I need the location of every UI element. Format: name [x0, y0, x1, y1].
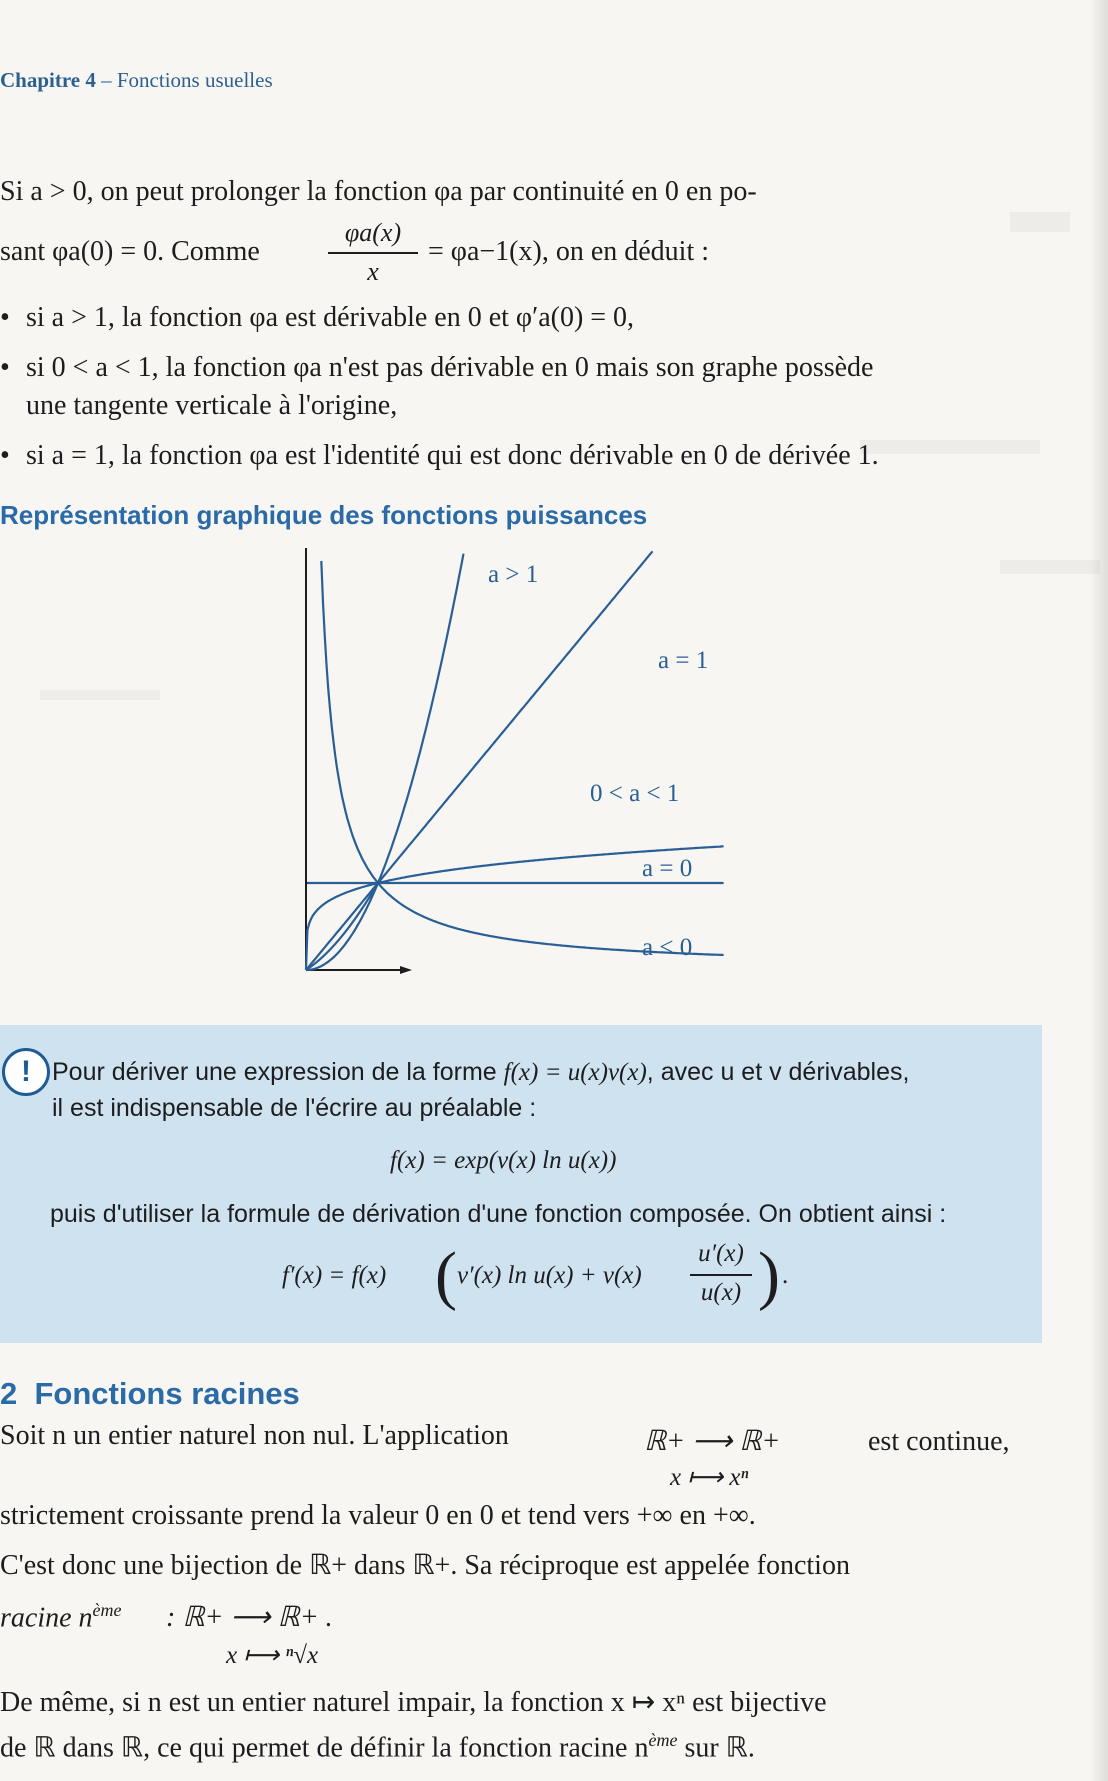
sec2-p1-end: est continue, [868, 1426, 1010, 1457]
paren-right: ) [758, 1239, 780, 1312]
curve-label: a = 1 [658, 647, 709, 674]
callout-line-3: puis d'utiliser la formule de dérivation d'une fonction composée. On obtient ainsi : [50, 1200, 947, 1228]
bullet-marker: • [0, 302, 10, 333]
curves-group [306, 551, 724, 970]
sec2-p3: C'est donc une bijection de ℝ+ dans ℝ+. Sa réciproque est appelée fonction [0, 1550, 850, 1581]
sec2-p1: Soit n un entier naturel non nul. L'application [0, 1420, 509, 1451]
section-number: 2 [0, 1376, 18, 1411]
callout-line-1: Pour dériver une expression de la forme f(x) = u(x)v(x), avec u et v dérivables, [52, 1058, 910, 1086]
bullet-item-continued: une tangente verticale à l'origine, [26, 390, 398, 421]
paren-left: ( [435, 1239, 457, 1312]
callout-formula-2-left: f′(x) = f(x) [282, 1262, 387, 1289]
curve-a-1 [306, 551, 653, 970]
section-title: Représentation graphique des fonctions puissances [0, 500, 648, 530]
sec2-p6: de ℝ dans ℝ, ce qui permet de définir la fonction racine $n^{ème}$ sur ℝ. [0, 1730, 755, 1764]
curve-a-0 [321, 561, 723, 955]
callout-fraction-denominator: u(x) [700, 1279, 742, 1306]
callout-formula-1: f(x) = exp(v(x) ln u(x)) [390, 1147, 617, 1174]
mapping-1-top: ℝ+ ⟶ ℝ+ [644, 1426, 781, 1457]
running-header: Chapitre 4 – Fonctions usuelles [0, 68, 273, 92]
callout-inline-math: f(x) = u(x)v(x) [503, 1059, 647, 1086]
sec2-p5: De même, si n est un entier naturel impair, la fonction x ↦ xⁿ est bijective [0, 1687, 827, 1718]
callout-formula-2-inner: v′(x) ln u(x) + v(x) [457, 1262, 642, 1289]
intro-fraction-denominator: x [367, 257, 379, 286]
chapter-label: Chapitre 4 [0, 68, 96, 92]
section-2-heading [0, 1376, 300, 1412]
callout-fraction-numerator: u′(x) [698, 1240, 744, 1267]
intro-fraction-numerator: φa(x) [344, 218, 402, 247]
intro-fraction-bar [328, 252, 418, 254]
section-2-title: Fonctions racines [34, 1376, 300, 1411]
callout-line-2: il est indispensable de l'écrire au préalable : [52, 1094, 537, 1122]
bullet-item: si a > 1, la fonction φa est dérivable en 0 et φ′a(0) = 0, [26, 302, 635, 333]
curve-label: a < 0 [642, 934, 693, 961]
intro-line-2b: = φa−1(x), on en déduit : [428, 236, 710, 267]
callout-fraction-bar [690, 1274, 752, 1276]
curve-label: a = 0 [642, 855, 693, 882]
mapping-2-top: : ℝ+ ⟶ ℝ+ . [166, 1602, 333, 1633]
sec2-p4: racine $n^{ème}$ [0, 1600, 122, 1634]
curve-label: 0 < a < 1 [590, 780, 680, 807]
page-shadow [1090, 0, 1108, 1781]
mapping-1-bottom: x ⟼ xⁿ [670, 1464, 749, 1491]
warning-icon: ! [2, 1048, 50, 1096]
curve-a-1 [306, 554, 464, 970]
formula-period: . [782, 1262, 789, 1289]
show-through [1000, 560, 1100, 574]
show-through [40, 690, 160, 700]
bullet-item: si 0 < a < 1, la fonction φa n'est pas dérivable en 0 mais son graphe possède [26, 352, 874, 383]
intro-line-1: Si a > 0, on peut prolonger la fonction φa par continuité en 0 en po- [0, 176, 757, 207]
show-through [860, 440, 1040, 454]
bullet-marker: • [0, 440, 10, 471]
bullet-marker: • [0, 352, 10, 383]
power-functions-chart [300, 548, 740, 978]
sec2-p2: strictement croissante prend la valeur 0 en 0 et tend vers +∞ en +∞. [0, 1500, 756, 1531]
bullet-item: si a = 1, la fonction φa est l'identité qui est donc dérivable en 0 de dérivée 1. [26, 440, 879, 471]
show-through [1010, 212, 1070, 232]
curve-label: a > 1 [488, 561, 539, 588]
x-axis-arrow [400, 966, 412, 974]
intro-line-2a: sant φa(0) = 0. Comme [0, 236, 260, 267]
chapter-subject: Fonctions usuelles [116, 68, 273, 92]
mapping-2-bottom: x ⟼ ⁿ√x [226, 1642, 319, 1669]
